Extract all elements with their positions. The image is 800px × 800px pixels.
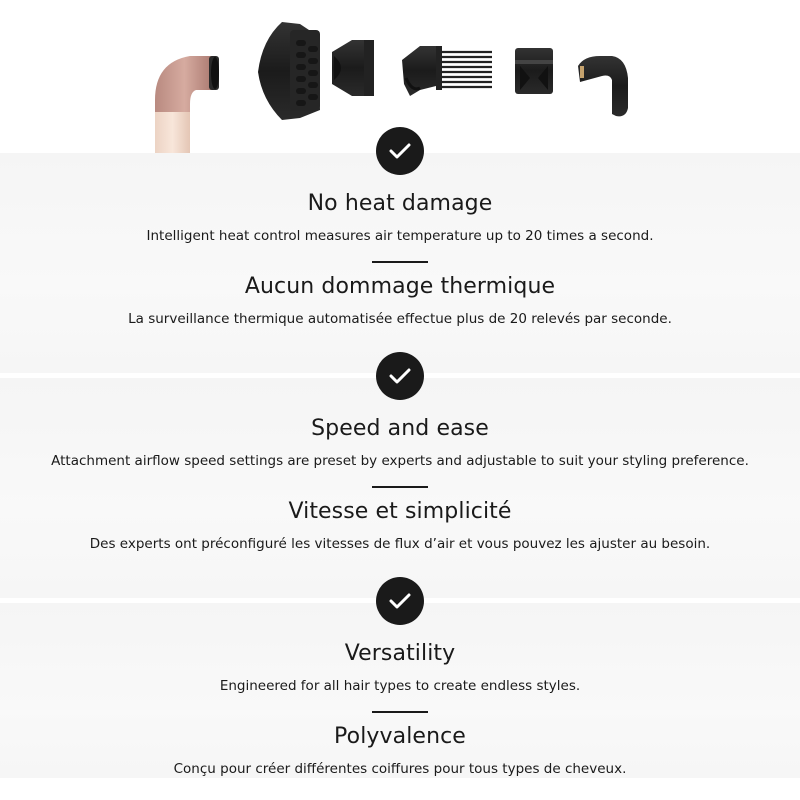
diffuser-attachment-icon bbox=[258, 22, 320, 120]
divider bbox=[372, 711, 428, 713]
feature-desc-en: Attachment airflow speed settings are preset by experts and adjustable to suit your styling preference. bbox=[51, 453, 749, 469]
comb-attachment-icon bbox=[402, 46, 492, 96]
dryer-handle-icon bbox=[155, 56, 219, 155]
feature-title-fr: Vitesse et simplicité bbox=[288, 499, 512, 524]
gentle-air-attachment-icon bbox=[515, 48, 553, 94]
feature-title-fr: Polyvalence bbox=[334, 724, 466, 749]
flyaway-attachment-icon bbox=[578, 56, 628, 116]
feature-desc-fr: Conçu pour créer différentes coiffures pour tous types de cheveux. bbox=[173, 761, 627, 777]
feature-desc-en: Engineered for all hair types to create endless styles. bbox=[219, 678, 581, 694]
feature-title-fr: Aucun dommage thermique bbox=[244, 274, 556, 299]
checkmark-icon bbox=[376, 127, 424, 175]
feature-panel-heat bbox=[0, 153, 800, 373]
divider bbox=[372, 486, 428, 488]
feature-desc-fr: La surveillance thermique automatisée effectue plus de 20 relevés par seconde. bbox=[128, 311, 672, 327]
feature-title-en: Versatility bbox=[344, 641, 456, 666]
concentrator-attachment-icon bbox=[332, 40, 374, 96]
divider bbox=[372, 261, 428, 263]
feature-title-en: Speed and ease bbox=[311, 416, 489, 441]
feature-desc-fr: Des experts ont préconfiguré les vitesses de flux d’air et vous pouvez les ajuster au besoin. bbox=[89, 536, 711, 552]
feature-title-en: No heat damage bbox=[307, 191, 493, 216]
checkmark-icon bbox=[376, 577, 424, 625]
checkmark-icon bbox=[376, 352, 424, 400]
feature-panel-speed bbox=[0, 378, 800, 598]
feature-desc-en: Intelligent heat control measures air temperature up to 20 times a second. bbox=[146, 228, 654, 244]
